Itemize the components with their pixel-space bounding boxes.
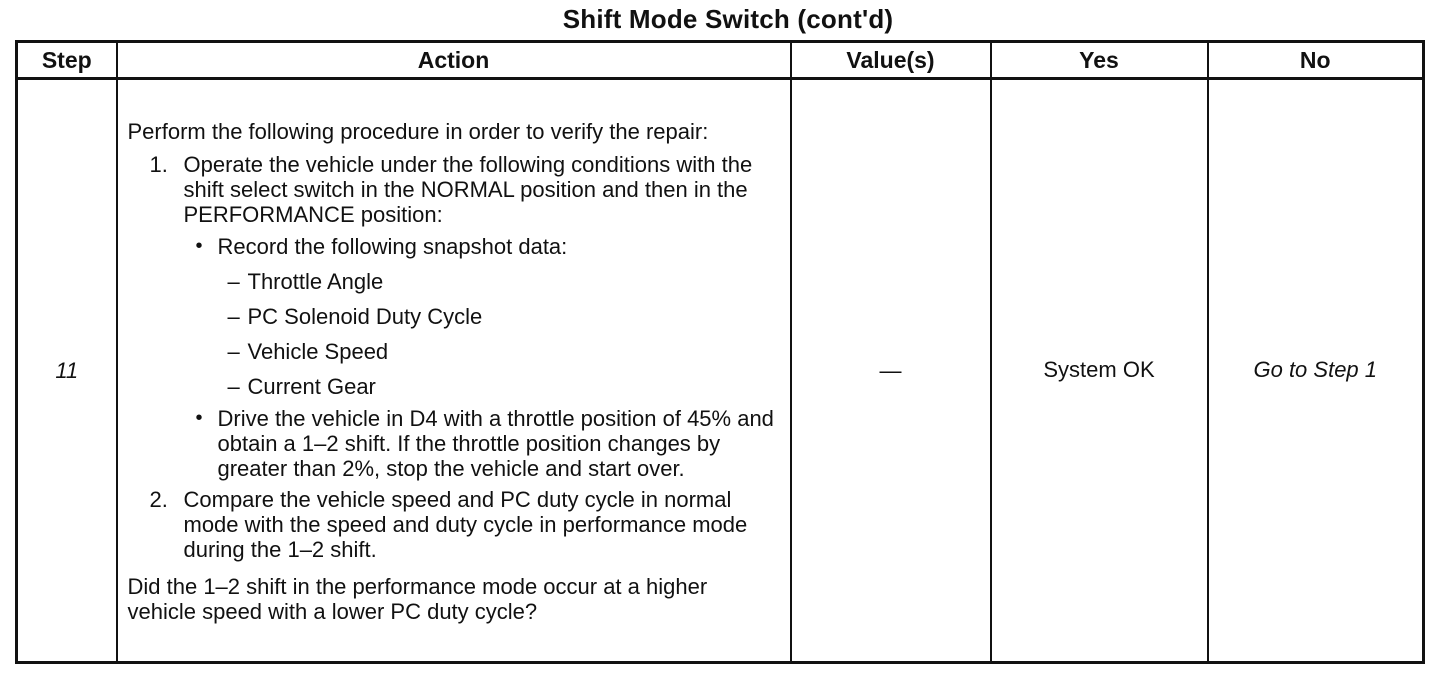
bullet-text: Drive the vehicle in D4 with a throttle position of 45% and obtain a 1–2 shift. If the throttle position changes by greater than 2%, stop the vehicle and start over.: [217, 406, 774, 481]
procedure-step-text: Operate the vehicle under the following conditions with the shift select switch in the NORMAL position and then in the PERFORMANCE position:: [183, 152, 753, 227]
dash-icon: –: [227, 374, 240, 399]
header-no: No: [1208, 42, 1424, 79]
snapshot-item: [218, 374, 780, 399]
header-values: Value(s): [791, 42, 991, 79]
snapshot-item-text: Vehicle Speed: [247, 339, 389, 364]
bullet-icon: •: [195, 235, 203, 257]
verification-question: Did the 1–2 shift in the performance mode occur at a higher vehicle speed with a lower PC duty cycle?: [127, 574, 708, 624]
no-result: Go to Step 1: [1208, 79, 1424, 663]
snapshot-item-text: Throttle Angle: [247, 269, 384, 294]
bullet-icon: •: [195, 407, 203, 429]
yes-result: System OK: [991, 79, 1208, 663]
procedure-step-number: 2.: [149, 487, 168, 512]
dash-icon: –: [227, 269, 240, 294]
value-cell: —: [791, 79, 991, 663]
header-step: Step: [17, 42, 117, 79]
procedure-step: [128, 152, 780, 481]
table-row: [17, 79, 1424, 663]
procedure-step-text: Compare the vehicle speed and PC duty cycle in normal mode with the speed and duty cycle in performance mode during the 1–2 shift.: [183, 487, 748, 562]
document-title: Shift Mode Switch (cont'd): [562, 4, 894, 34]
action-cell: [117, 79, 791, 663]
dash-icon: –: [227, 304, 240, 329]
bullet-item: [184, 406, 780, 481]
bullet-item: [184, 234, 780, 399]
snapshot-item: [218, 339, 780, 364]
bullet-text: Record the following snapshot data:: [217, 234, 568, 259]
procedure-step: [128, 487, 780, 562]
snapshot-item-text: PC Solenoid Duty Cycle: [247, 304, 483, 329]
diagnostic-table: [15, 40, 1425, 664]
snapshot-item: [218, 304, 780, 329]
header-row: [17, 42, 1424, 79]
dash-icon: –: [227, 339, 240, 364]
step-number: 11: [17, 79, 117, 663]
procedure-step-number: 1.: [149, 152, 168, 177]
action-intro: Perform the following procedure in order to verify the repair:: [127, 119, 709, 144]
header-action: Action: [117, 42, 791, 79]
snapshot-item: [218, 269, 780, 294]
header-yes: Yes: [991, 42, 1208, 79]
snapshot-item-text: Current Gear: [247, 374, 376, 399]
